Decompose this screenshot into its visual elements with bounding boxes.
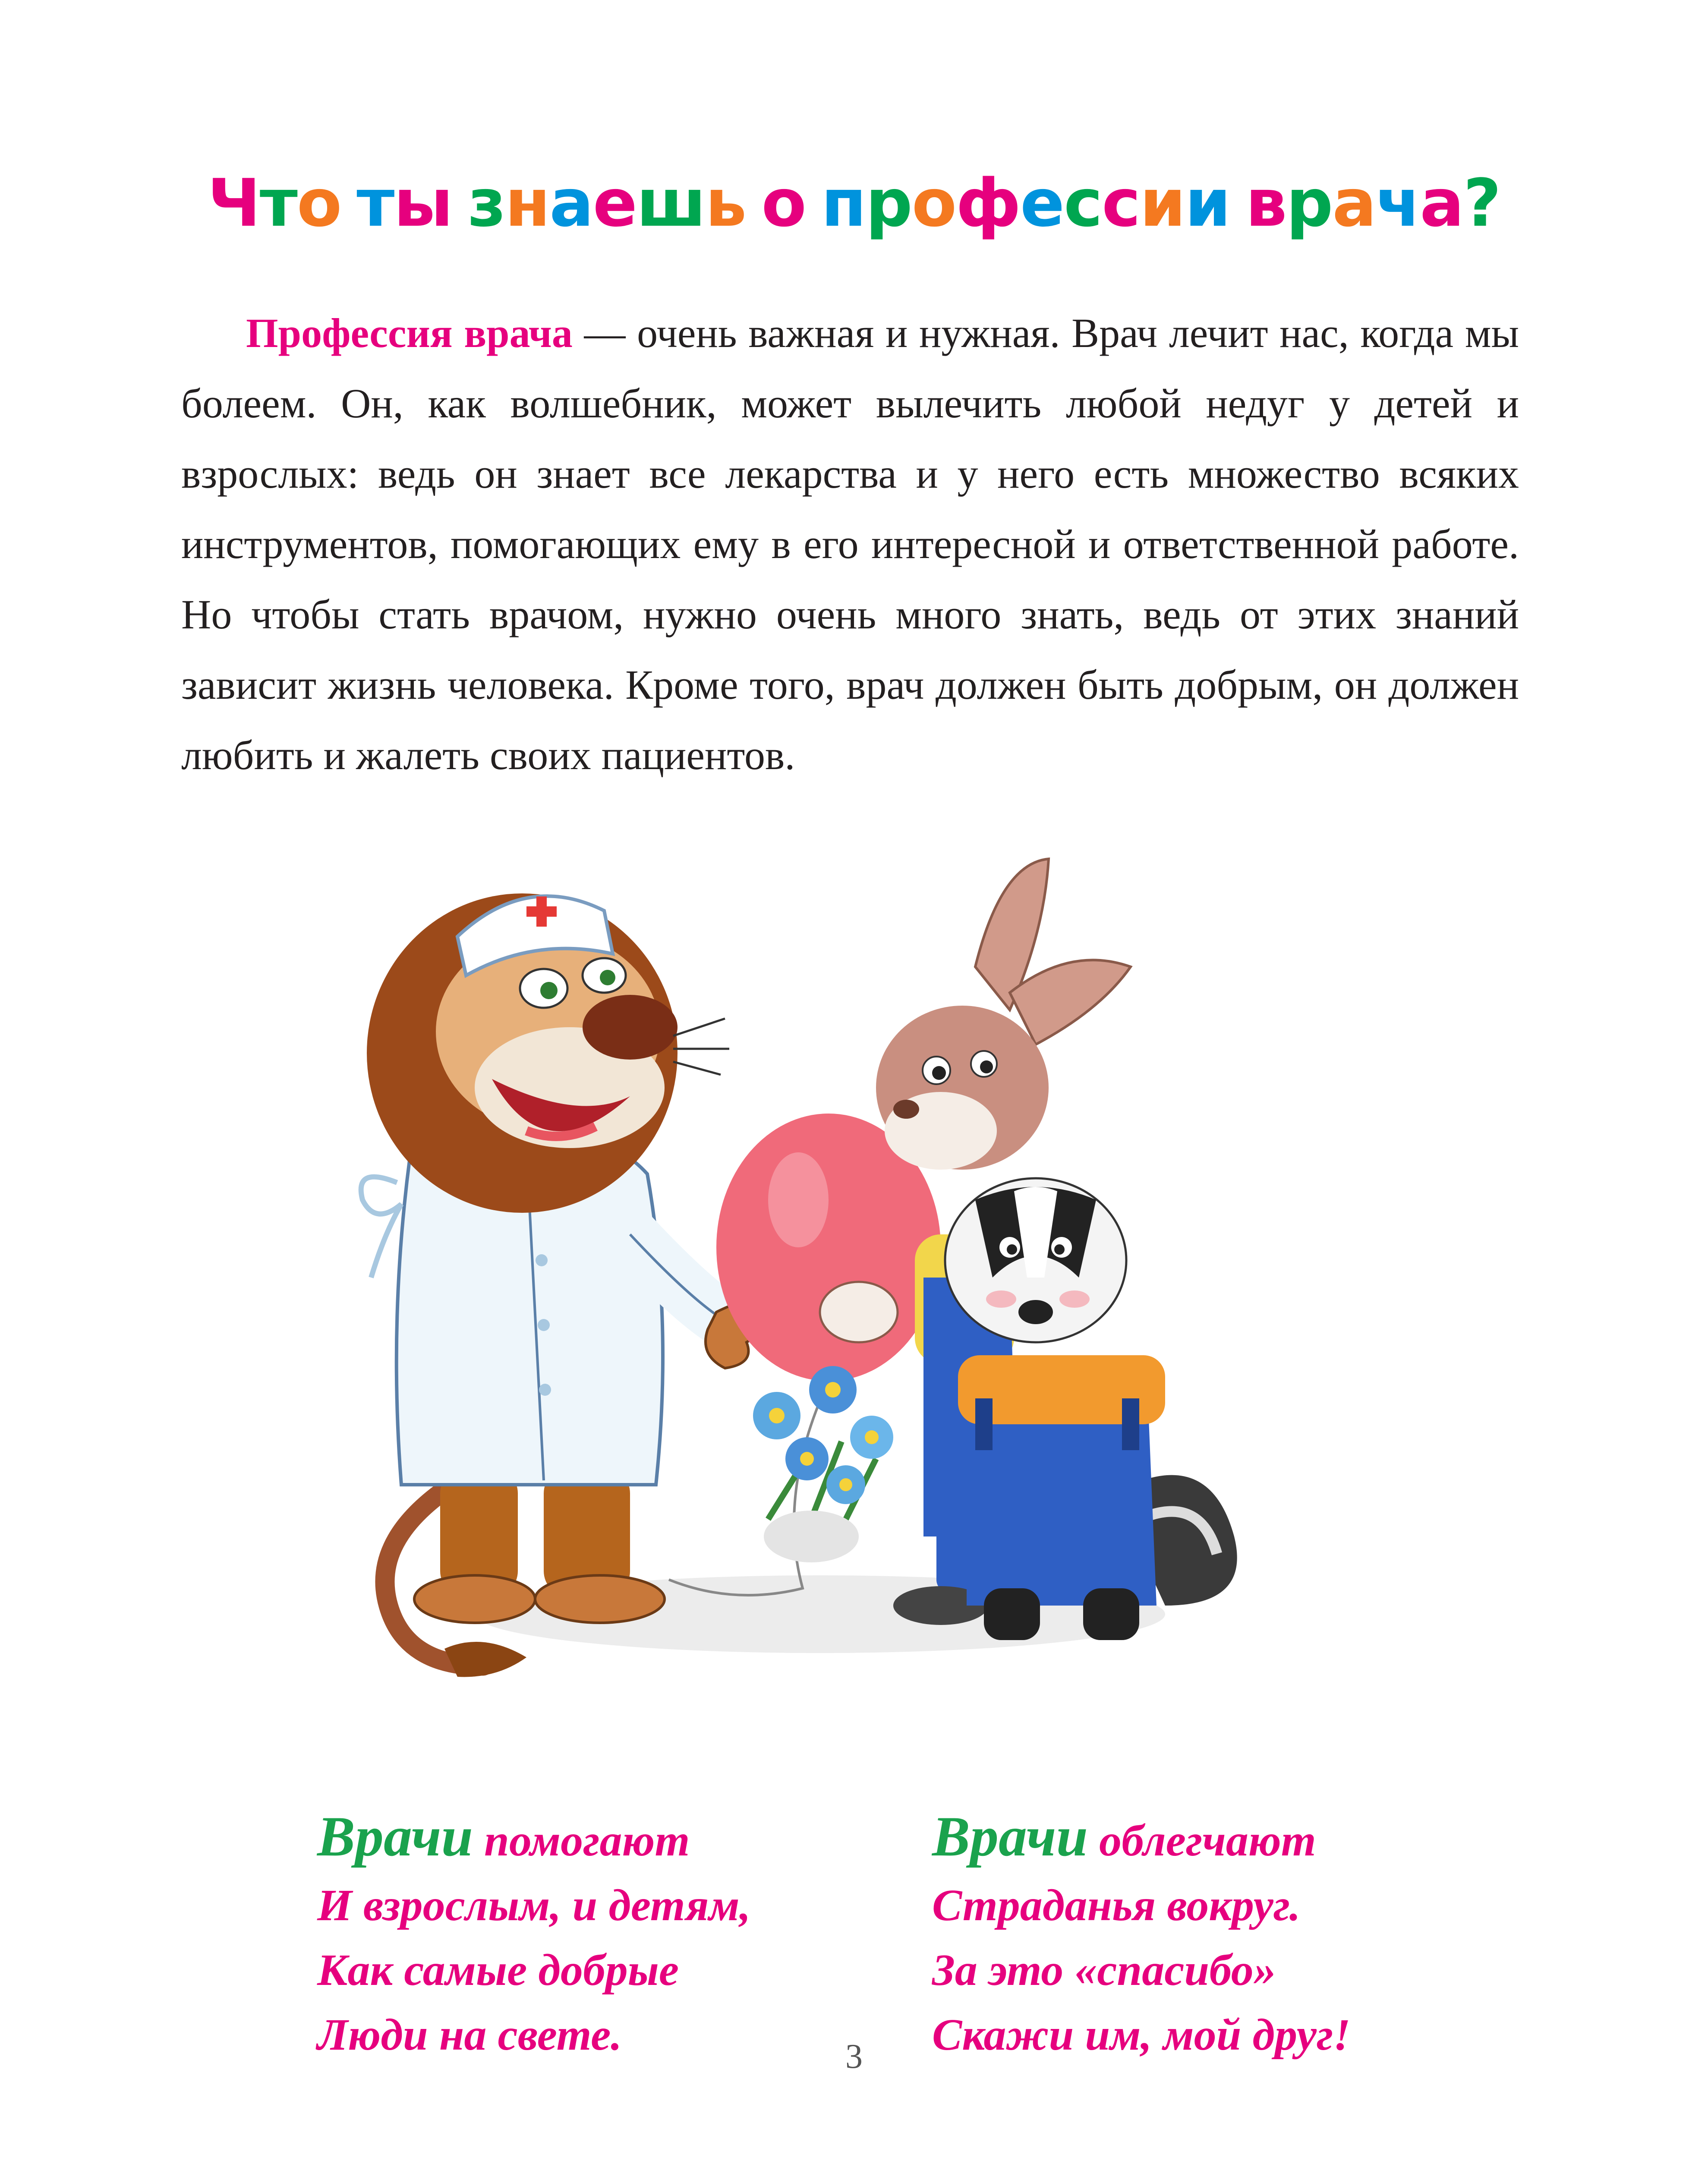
title-letter: и — [1185, 165, 1230, 241]
title-letter: о — [296, 165, 341, 241]
title-letter: т — [356, 165, 394, 241]
title-letter: р — [1286, 165, 1333, 241]
page-title — [0, 165, 1708, 241]
title-letter: ч — [1375, 165, 1420, 241]
poem-right-head: Врачи — [932, 1805, 1088, 1868]
poem-right-line: За это «спасибо» — [932, 1945, 1276, 1995]
poem-left-head-rest: помогают — [473, 1816, 690, 1865]
title-letter: ь — [705, 165, 746, 241]
poem-left-line: Люди на свете. — [317, 2010, 622, 2060]
poem-left-line: И взрослым, и детям, — [317, 1880, 751, 1930]
intro-paragraph — [181, 298, 1519, 790]
title-letter: т — [259, 165, 297, 241]
title-letter: е — [592, 165, 637, 241]
poem-right — [932, 1804, 1351, 2067]
title-letter: а — [549, 165, 593, 241]
title-letter: в — [1245, 165, 1286, 241]
title-letter: с — [1064, 165, 1102, 241]
poem-right-line: Страданья вокруг. — [932, 1880, 1301, 1930]
title-word — [356, 165, 452, 241]
title-letter: ф — [956, 165, 1021, 241]
poem-left — [317, 1804, 751, 2067]
title-letter: з — [467, 165, 505, 241]
paragraph-lead: Профессия врача — [246, 310, 573, 356]
title-word — [467, 165, 746, 241]
title-letter: п — [821, 165, 866, 241]
title-letter: а — [1332, 165, 1376, 241]
page-number: 3 — [845, 2038, 863, 2076]
paragraph-text: — очень важная и нужная. Врач лечит нас, когда мы болеем. Он, как волшебник, может вылечить любой недуг у детей и взрослых: ведь он знает все лекарства и у него есть множество всяких инструментов, помогающих ему в его интересной и ответственной работе. Но чтобы стать врачом, нужно очень много знать, ведь от этих знаний зависит жизнь человека. Кроме того, врач должен быть добрым, он должен любить и жалеть своих пациентов. — [181, 310, 1519, 778]
title-word — [207, 165, 341, 241]
title-word — [821, 165, 1230, 241]
flower-bouquet — [753, 1366, 893, 1562]
title-letter: о — [761, 165, 806, 241]
poem-left-line: Как самые добрые — [317, 1945, 679, 1995]
title-letter: с — [1102, 165, 1140, 241]
title-letter: ы — [394, 165, 452, 241]
poem-right-line: Скажи им, мой друг! — [932, 2010, 1351, 2060]
badger — [945, 1178, 1237, 1640]
title-letter: н — [505, 165, 550, 241]
title-letter: ш — [636, 165, 706, 241]
title-letter: е — [1020, 165, 1064, 241]
title-letter: и — [1140, 165, 1185, 241]
title-word — [1245, 165, 1501, 241]
title-letter: р — [865, 165, 912, 241]
title-letter: Ч — [207, 165, 260, 241]
poem-right-head-rest: облегчают — [1088, 1816, 1316, 1865]
poem-left-head: Врачи — [317, 1805, 473, 1868]
title-letter: о — [911, 165, 956, 241]
title-letter: ? — [1463, 165, 1501, 241]
title-letter: а — [1420, 165, 1463, 241]
title-word — [761, 165, 806, 241]
lion-doctor — [361, 893, 781, 1677]
doctor-lion-illustration — [302, 846, 1381, 1731]
